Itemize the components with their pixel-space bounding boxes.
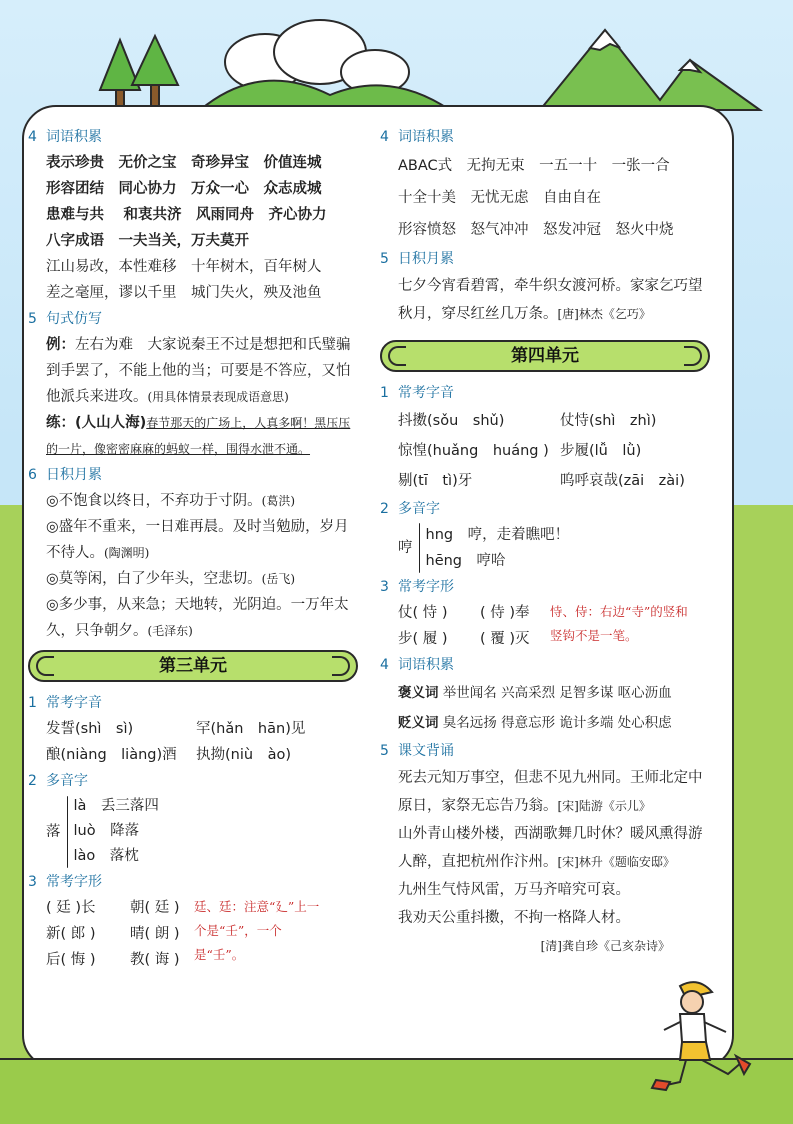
pron-item: 呜呼哀哉(zāi zài): [560, 473, 685, 489]
polyphone-group: [380, 522, 710, 574]
section-title: 课文背诵: [398, 743, 454, 759]
vocab-row: 八字成语 一夫当关，万夫莫开: [46, 233, 249, 249]
quote-text: ◎盛年不重来，一日难再晨。及时当勉励，岁月不待人。: [46, 519, 349, 561]
pron-item: 抖擞(sǒu shǔ): [398, 413, 505, 429]
quote-text: ◎莫等闲，白了少年头，空悲切。: [46, 571, 262, 587]
section-glyph: [28, 869, 358, 895]
pron-item: 酿(niàng liàng)酒: [46, 747, 177, 763]
section-number: 5: [28, 311, 37, 327]
section-title: 日积月累: [398, 251, 454, 267]
glyph-group: [28, 895, 358, 973]
practice-text: 春节那天的广场上，人真多啊！黑压压的一片，像密密麻麻的蚂蚁一样，围得水泄不通。: [46, 416, 351, 456]
section-number: 6: [28, 467, 37, 483]
glyph-item: 晴( 朗 ): [130, 926, 180, 942]
section-sentence: [28, 306, 358, 332]
poem-source: [唐]林杰《乞巧》: [557, 307, 651, 321]
left-column: [28, 124, 358, 973]
polyphone-char: 落: [46, 823, 61, 840]
section-title: 词语积累: [398, 129, 454, 145]
unit-banner: 第四单元: [380, 340, 710, 372]
poem-text: 七夕今宵看碧霄，牵牛织女渡河桥。家家乞巧望秋月，穿尽红丝几万条。: [398, 278, 703, 322]
glyph-note: 恃、侍：右边“寺”的竖和竖钩不是一笔。: [550, 604, 688, 643]
quote-text: ◎多少事，从来急；天地转，光阴迫。一万年太久，只争朝夕。: [46, 597, 349, 639]
section-accumulate: [380, 246, 710, 272]
pron-item: 步履(lǚ lǜ): [560, 443, 642, 459]
vocab-label: 贬义词: [398, 715, 439, 731]
unit-banner: 第三单元: [28, 650, 358, 682]
recite-text: 山外青山楼外楼，西湖歌舞几时休？暖风熏得游人醉，直把杭州作汴州。: [398, 826, 703, 870]
section-polyphone: [28, 768, 358, 794]
recite-source: [清]龚自珍《己亥杂诗》: [540, 939, 670, 953]
vocab-row: 江山易改，本性难移 十年树木，百年树人: [46, 259, 322, 275]
polyphone-reading: hng 哼，走着瞧吧！: [425, 527, 570, 543]
quote-source: (陶渊明): [104, 546, 150, 560]
section-recite: [380, 738, 710, 764]
glyph-item: 后( 悔 ): [46, 952, 96, 968]
section-number: 1: [380, 385, 389, 401]
vocab-row: 差之毫厘，谬以千里 城门失火，殃及池鱼: [46, 285, 322, 301]
vocab-row: 患难与共 和衷共济 风雨同舟 齐心协力: [46, 207, 327, 223]
quote-source: (岳飞): [261, 572, 296, 586]
recite-block: [380, 764, 710, 960]
section-glyph: [380, 574, 710, 600]
glyph-item: 仗( 恃 ): [398, 605, 448, 621]
section-vocab-2: [380, 652, 710, 678]
section-number: 5: [380, 251, 389, 267]
section-vocab: [28, 124, 358, 150]
vocab-text: 举世闻名 兴高采烈 足智多谋 呕心沥血: [442, 685, 672, 701]
pron-row: [380, 406, 710, 436]
glyph-item: ( 侍 )奉: [480, 605, 530, 621]
right-column: [380, 124, 710, 960]
vocab-row: [380, 678, 710, 708]
pron-item: 发誓(shì sì): [46, 721, 134, 737]
quote-item: [28, 592, 358, 644]
section-number: 4: [380, 657, 389, 673]
section-number: 2: [28, 773, 37, 789]
vocab-label: 褒义词: [398, 685, 439, 701]
section-title: 词语积累: [398, 657, 454, 673]
section-title: 常考字形: [46, 874, 102, 890]
section-number: 4: [380, 129, 389, 145]
quote-source: (葛洪): [261, 494, 296, 508]
pron-item: 执拗(niù ào): [196, 747, 291, 763]
example-block: [28, 332, 358, 410]
section-number: 4: [28, 129, 37, 145]
recite-source: [宋]陆游《示儿》: [557, 799, 651, 813]
section-title: 多音字: [398, 501, 440, 517]
polyphone-reading: hēng 哼哈: [425, 553, 506, 569]
example-note: (用具体情景表现成语意思): [147, 390, 289, 404]
pron-item: 惊惶(huǎng huáng ): [398, 443, 549, 459]
section-title: 词语积累: [46, 129, 102, 145]
polyphone-reading: luò 降落: [73, 823, 140, 839]
running-kid-illustration: [640, 978, 760, 1093]
section-pronunciation: [28, 690, 358, 716]
section-polyphone: [380, 496, 710, 522]
recite-text: 九州生气恃风雷，万马齐喑究可哀。: [398, 882, 630, 898]
section-title: 日积月累: [46, 467, 102, 483]
pron-row: [28, 716, 358, 742]
recite-text: 我劝天公重抖擞，不拘一格降人材。: [398, 910, 630, 926]
section-number: 3: [380, 579, 389, 595]
section-vocab: [380, 124, 710, 150]
recite-text: 死去元知万事空，但悲不见九州同。王师北定中原日，家祭无忘告乃翁。: [398, 770, 703, 814]
glyph-group: [380, 600, 710, 652]
glyph-note: 廷、廷：注意“廴”上一个是“壬”，一个是“壬”。: [194, 899, 320, 962]
vocab-row: 十全十美 无忧无虑 自由自在: [398, 190, 601, 206]
vocab-row: 形容愤怒 怒气冲冲 怒发冲冠 怒火中烧: [398, 222, 674, 238]
polyphone-char: 哼: [398, 540, 413, 556]
example-label: 例：: [46, 337, 75, 353]
glyph-item: ( 廷 )长: [46, 900, 96, 916]
section-number: 1: [28, 695, 37, 711]
quote-text: ◎不饱食以终日，不弃功于寸阴。: [46, 493, 262, 509]
vocab-row: 形容团结 同心协力 万众一心 众志成城: [46, 181, 322, 197]
vocab-row: ABAC式 无拘无束 一五一十 一张一合: [398, 158, 670, 174]
section-title: 常考字形: [398, 579, 454, 595]
practice-label: 练：(人山人海): [46, 415, 147, 431]
pron-row: [380, 436, 710, 466]
pron-item: 仗恃(shì zhì): [560, 413, 657, 429]
vocab-row: 表示珍贵 无价之宝 奇珍异宝 价值连城: [46, 155, 322, 171]
quote-item: [28, 488, 358, 514]
poem-block: [380, 272, 710, 328]
example-text: 左右为难 大家说秦王不过是想把和氏璧骗到手罢了，不能上他的当；可要是不答应，又怕他派兵来进攻。: [46, 337, 351, 405]
glyph-item: 步( 履 ): [398, 631, 448, 647]
quote-source: (毛泽东): [147, 624, 193, 638]
vocab-text: 臭名远扬 得意忘形 诡计多端 处心积虑: [442, 715, 672, 731]
section-number: 2: [380, 501, 389, 517]
pron-item: 罕(hǎn hān)见: [196, 721, 306, 737]
section-title: 常考字音: [398, 385, 454, 401]
pron-row: [380, 466, 710, 496]
section-number: 3: [28, 874, 37, 890]
glyph-item: 教( 诲 ): [130, 952, 180, 968]
polyphone-group: [28, 794, 358, 869]
glyph-item: 新( 郎 ): [46, 926, 96, 942]
section-accumulate: [28, 462, 358, 488]
polyphone-reading: là 丢三落四: [73, 798, 159, 814]
section-pronunciation: [380, 380, 710, 406]
quote-item: [28, 566, 358, 592]
quote-item: [28, 514, 358, 566]
section-number: 5: [380, 743, 389, 759]
section-title: 句式仿写: [46, 311, 102, 327]
section-title: 常考字音: [46, 695, 102, 711]
glyph-item: 朝( 廷 ): [130, 900, 180, 916]
section-title: 多音字: [46, 773, 88, 789]
recite-source: [宋]林升《题临安邸》: [557, 855, 675, 869]
vocab-row: [380, 708, 710, 738]
pron-row: [28, 742, 358, 768]
practice-block: [28, 410, 358, 462]
glyph-item: ( 覆 )灭: [480, 631, 530, 647]
pron-item: 剔(tī tì)牙: [398, 473, 473, 489]
polyphone-reading: lào 落枕: [73, 848, 139, 864]
